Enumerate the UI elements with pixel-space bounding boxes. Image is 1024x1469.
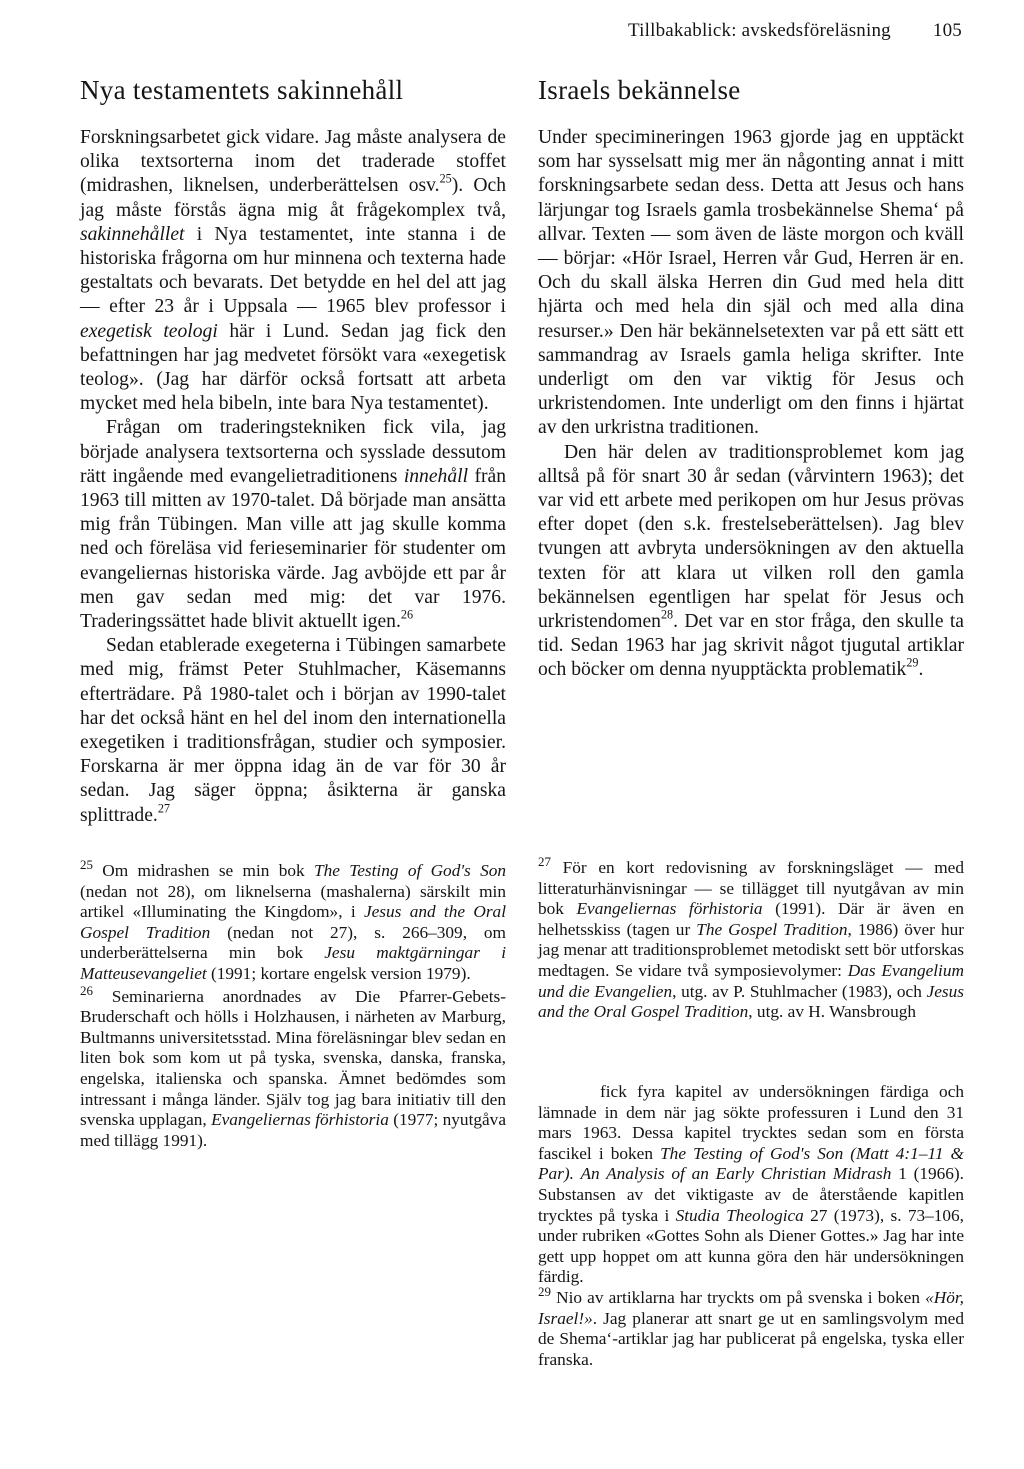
- right-body-text: [538, 126, 964, 683]
- footnote-26: $^{26}$ Seminarierna anordnades av Die Pfarrer-Gebets-Bruderschaft och hölls i Holzhausen, i närheten av Marburg, Bultmanns universitetsstad. Mina föreläsningar blev sedan en liten bok som kom ut på tyska, svenska, danska, franska, engelska, italienska och spanska. Ämnet bedömdes som intressant i många länder. Själv tog jag bara initiativ till den svenska upplagan, Evangeliernas förhistoria (1977; nyutgåva med tillägg 1991).: [80, 982, 506, 1150]
- footnote-28-continued: fick fyra kapitel av undersökningen färdiga och lämnade in dem när jag sökte professuren i Lund den 31 mars 1963. Dessa kapitel trycktes sedan som en första fascikel i boken The Testing of God's Son (Matt 4:1–11 & Par). An Analysis of an Early Christian Midrash 1 (1966). Substansen av det viktigaste av de återstående kapitlen trycktes på tyska i Studia Theologica 27 (1973), s. 73–106, under rubriken «Gottes Sohn als Diener Gottes.» Jag har inte gett upp hoppet om att kunna göra den här undersökningen färdig.: [538, 1082, 964, 1287]
- footnote-25: $^{25}$ Om midrashen se min bok The Testing of God's Son (nedan not 28), om liknelserna (mashalerna) särskilt min artikel «Illuminating the Kingdom», i Jesus and the Oral Gospel Tradition (nedan not 27), s. 266–309, om underberättelserna min bok Jesu maktgärningar i Matteusevangeliet (1991; kortare engelsk version 1979).: [80, 856, 507, 983]
- running-head-title: Tillbakablick: avskedsföreläsning: [628, 20, 891, 41]
- footnote-27: $^{27}$ För en kort redovisning av forskningsläget — med litteraturhänvisningar — se tillägget till nyutgåvan av min bok Evangeliernas förhistoria (1991). Där är även en helhetsskiss (tagen ur The Gospel Tradition, 1986) över hur jag menar att traditionsproblemet metodiskt sett bör utforskas medtagen. Se vidare två symposievolymer: Das Evangelium und die Evangelien, utg. av P. Stuhlmacher (1983), och Jesus and the Oral Gospel Tradition, utg. av H. Wansbrough: [538, 853, 965, 1022]
- paragraph: Under specimineringen 1963 gjorde jag en upptäckt som har sysselsatt mig mer än någonting annat i mitt forskningsarbete sedan dess. Detta att Jesus och hans lärjungar tog Israels gamla trosbekännelse Shema‘ på allvar. Texten — som även de läste morgon och kväll — börjar: «Hör Israel, Herren vår Gud, Herren är en. Och du skall älska Herren din Gud med hela ditt hjärta och med hela din själ och med alla dina resurser.» Den här bekännelsetexten var på ett sätt ett sammandrag av Israels gamla heliga skrifter. Inte underligt om den var viktig för Jesus och urkristendomen. Inte underligt om den finns i hjärtat av den urkristna traditionen.: [538, 127, 964, 439]
- section-heading-left: Nya testamentets sakinnehåll: [80, 75, 404, 105]
- paragraph: Frågan om traderingstekniken fick vila, jag började analysera textsorterna och sysslade dessutom rätt ingående med evangelietraditionens innehåll från 1963 till mitten av 1970-talet. Då började man ansätta mig från Tübingen. Man ville att jag skulle komma ned och föreläsa vid ferieseminarier för studenter om evangeliernas historiska värde. Jag avböjde ett par år men gav sedan med mig: det var 1976. Traderingssättet hade blivit aktuellt igen.$^{26}$: [80, 417, 506, 633]
- left-body-text: [80, 126, 506, 828]
- footnotes-left: [80, 856, 507, 1151]
- right-column: [538, 72, 964, 683]
- footnote-29: $^{29}$ Nio av artiklarna har tryckts om på svenska i boken «Hör, Israel!». Jag planerar att snart ge ut en samlingsvolym med de Shema‘-artiklar jag har publicerat på engelska, tyska eller franska.: [538, 1283, 964, 1369]
- left-column: [80, 72, 506, 828]
- footnote-ref: 27: [157, 801, 170, 816]
- paragraph: Den här delen av traditionsproblemet kom jag alltså på för snart 30 år sedan (vårvintern 1963); det var vid ett arbete med perikopen om hur Jesus prövas efter dopet (den s.k. frestelseberättelsen). Jag blev tvungen att avbryta undersökningen av den aktuella texten för att klara ut vilken roll den gamla bekännelsen egentligen har spelat för Jesus och urkristendomen$^{28}$. Det var en stor fråga, den skulle ta tid. Sedan 1963 har jag skrivit något tjugutal artiklar och böcker om denna nyupptäckta problematik$^{29}$.: [538, 441, 964, 681]
- section-heading-right: Israels bekännelse: [538, 75, 741, 105]
- paragraph: Forskningsarbetet gick vidare. Jag måste analysera de olika textsorterna inom det traderade stoffet (midrashen, liknelsen, underberättelsen osv.$^{25}$). Och jag måste förstås ägna mig åt frågekomplex två, sakinnehållet i Nya testamentet, inte stanna i de historiska frågorna om hur minnena och texterna hade gestaltats och bevarats. Det betydde en hel del att jag — efter 23 år i Uppsala — 1965 blev professor i exegetisk teologi här i Lund. Sedan jag fick den befattningen har jag medvetet försökt vara «exegetisk teolog». (Jag har därför också fortsatt att arbeta mycket med hela bibeln, inte bara Nya testamentet).: [80, 127, 506, 415]
- footnotes-right: [538, 1082, 964, 1370]
- footnote-ref: 28: [660, 607, 674, 622]
- footnote-ref: 29: [906, 655, 919, 670]
- page-number: 105: [932, 20, 962, 41]
- footnote-ref: 26: [400, 607, 414, 622]
- footnote-ref: 25: [439, 171, 452, 186]
- running-head: [628, 20, 962, 42]
- paragraph: Sedan etablerade exegeterna i Tübingen samarbete med mig, främst Peter Stuhlmacher, Käsemanns efterträdare. På 1980-talet och i början av 1990-talet har det också hänt en hel del inom den internationella exegetiken i traditionsfrågan, studier och symposier. Forskarna är mer öppna idag än de var för 30 år sedan. Jag säger öppna; åsikterna är ganska splittrade.$^{27}$: [80, 635, 506, 826]
